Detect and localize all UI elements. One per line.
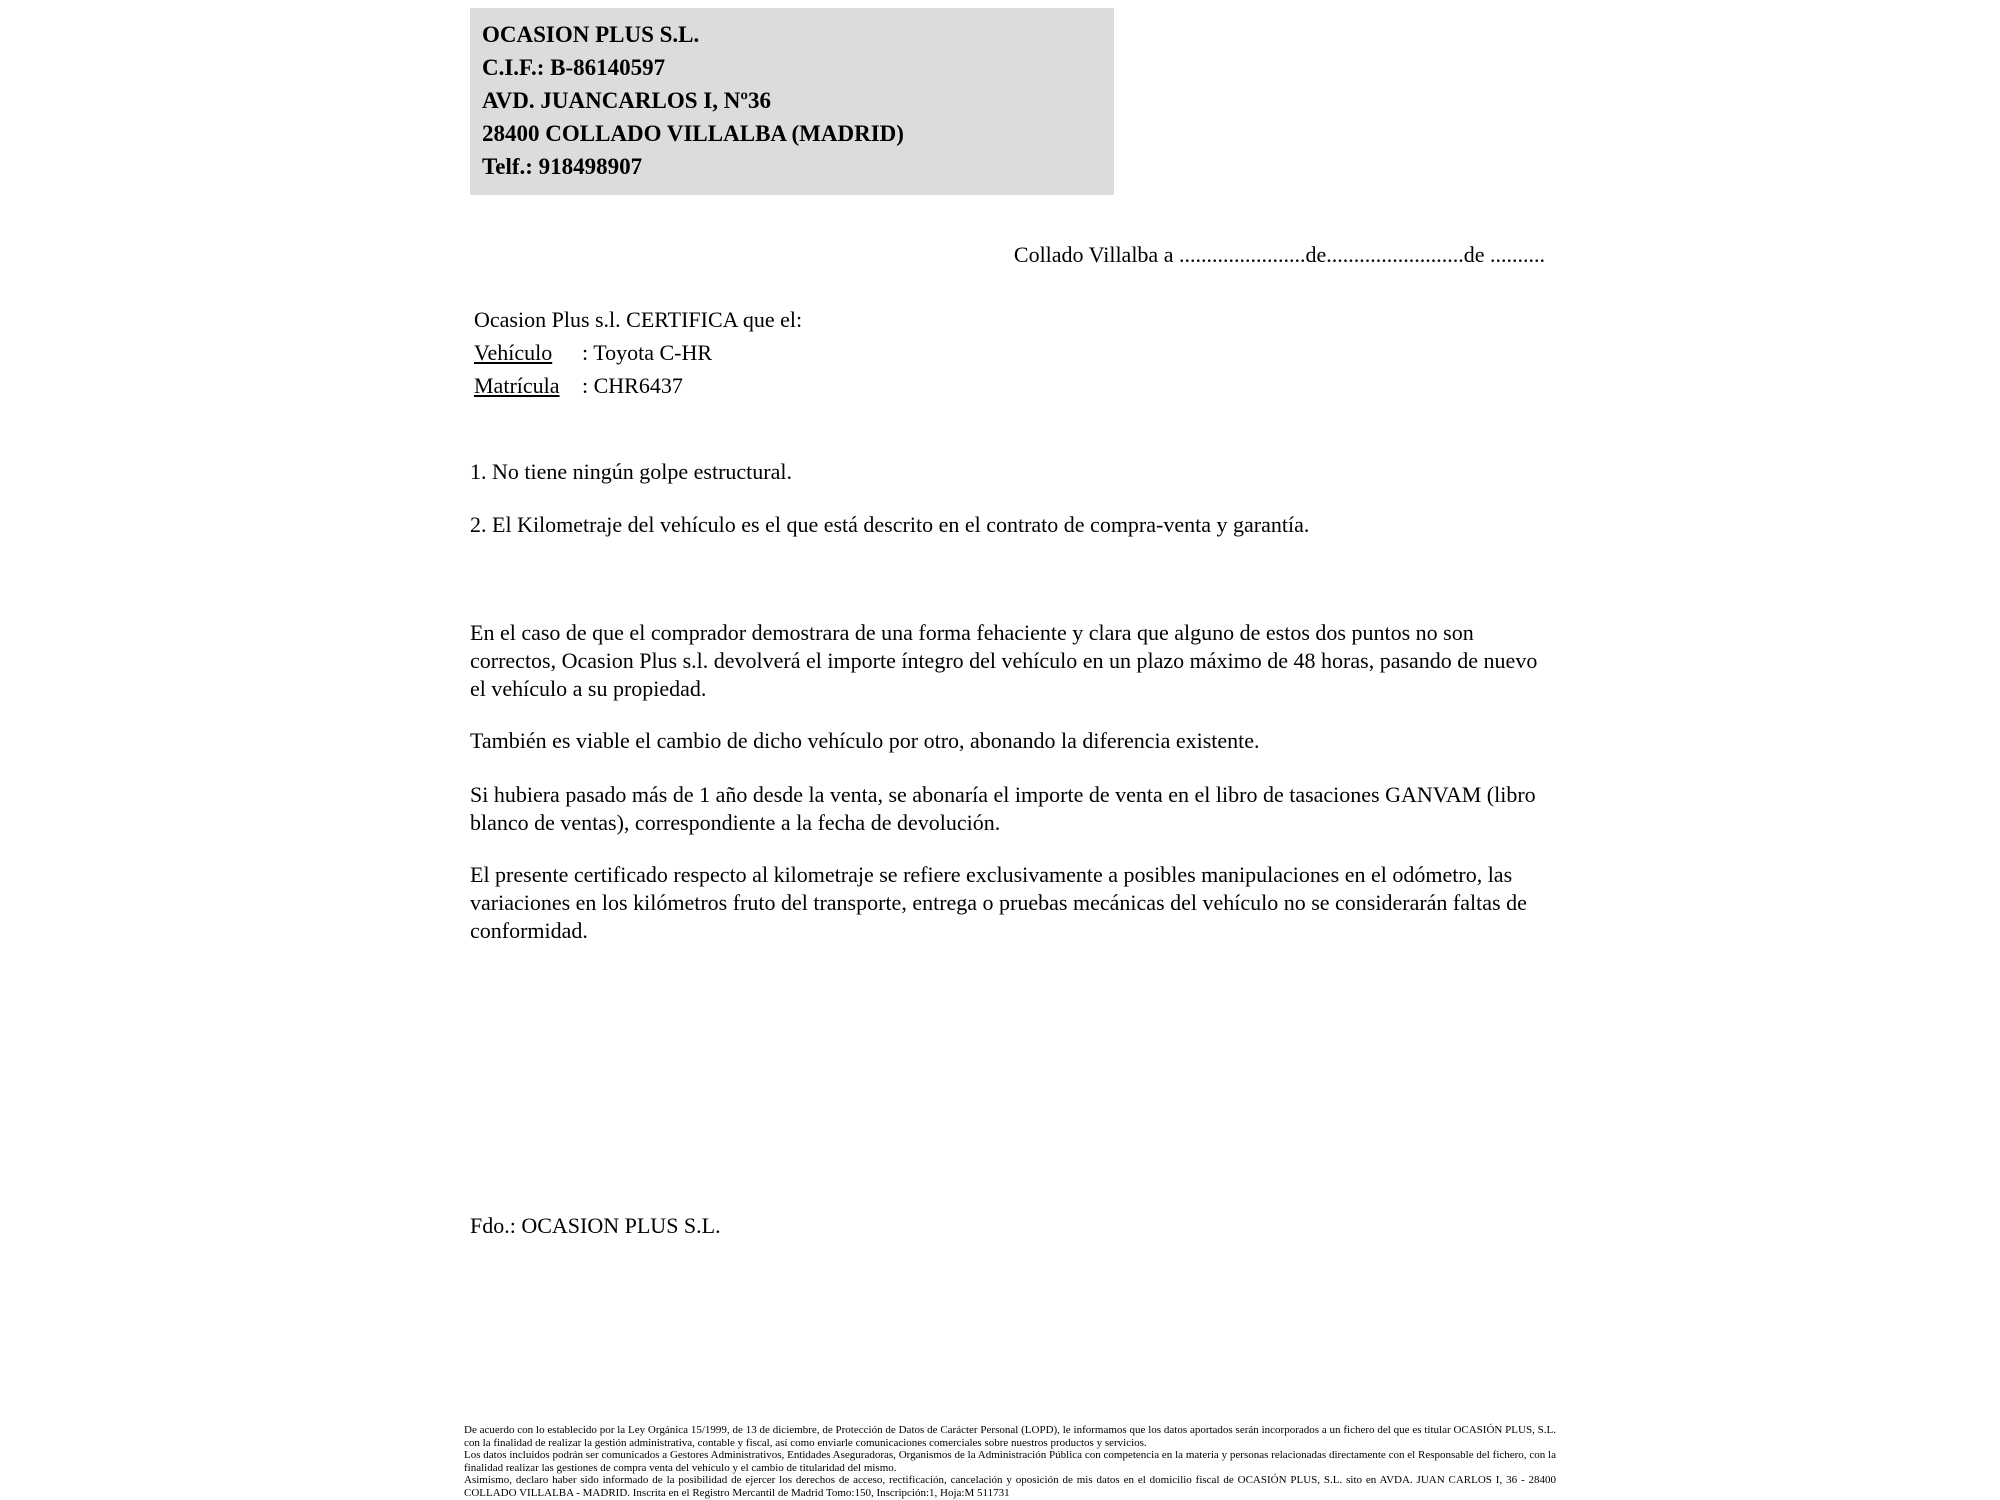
body-paragraph-exchange: También es viable el cambio de dicho vehículo por otro, abonando la diferencia existente.: [470, 728, 1260, 753]
certification-block: [474, 303, 802, 402]
company-name: OCASION PLUS S.L.: [482, 22, 700, 47]
plate-label-text: Matrícula: [474, 373, 560, 398]
body-paragraph-ganvam: Si hubiera pasado más de 1 año desde la venta, se abonaría el importe de venta en el libro de tasaciones GANVAM (libro blanco de ventas), correspondiente a la fecha de devolución.: [470, 782, 1536, 835]
plate-label: [474, 369, 582, 402]
company-header-block: [470, 8, 1114, 195]
plate-row: [474, 369, 802, 402]
company-cif: C.I.F.: B-86140597: [482, 55, 666, 80]
legal-paragraph-rights: Asimismo, declaro haber sido informado de la posibilidad de ejercer los derechos de acceso, rectificación, cancelación y oposición de mis datos en el domicilio fiscal de OCASIÓN PLUS, S.L. sito en AVDA. JUAN CARLOS I, 36 - 28400 COLLADO VILLALBA - MADRID. Inscrita en el Registro Mercantil de Madrid Tomo:150, Inscripción:1, Hoja:M 511731: [464, 1474, 1556, 1499]
legal-paragraph-lopd: De acuerdo con lo establecido por la Ley Orgánica 15/1999, de 13 de diciembre, de Protección de Datos de Carácter Personal (LOPD), le informamos que los datos aportados serán incorporados a un fichero del que es titular OCASIÓN PLUS, S.L. con la finalidad de realizar la gestión administrativa, contable y fiscal, así como enviarle comunicaciones comerciales sobre nuestros productos y servicios.: [464, 1424, 1556, 1449]
company-city: 28400 COLLADO VILLALBA (MADRID): [482, 121, 904, 146]
vehicle-row: [474, 336, 802, 369]
signature-line: Fdo.: OCASION PLUS S.L.: [470, 1213, 721, 1238]
legal-footer: [464, 1424, 1556, 1499]
body-paragraph-refund: En el caso de que el comprador demostrara de una forma fehaciente y clara que alguno de estos dos puntos no son correctos, Ocasion Plus s.l. devolverá el importe íntegro del vehículo en un plazo máximo de 48 horas, pasando de nuevo el vehículo a su propiedad.: [470, 620, 1538, 701]
date-line: Collado Villalba a .......................de.........................de ..........: [1013, 242, 1545, 267]
plate-value: : CHR6437: [582, 373, 683, 398]
certified-point-2: 2. El Kilometraje del vehículo es el que está descrito en el contrato de compra-venta y garantía.: [470, 512, 1310, 537]
vehicle-label-text: Vehículo: [474, 340, 553, 365]
vehicle-value: : Toyota C-HR: [582, 340, 713, 365]
certified-point-1: 1. No tiene ningún golpe estructural.: [470, 459, 792, 484]
company-phone: Telf.: 918498907: [482, 154, 643, 179]
body-paragraph-odometer: El presente certificado respecto al kilometraje se refiere exclusivamente a posibles manipulaciones en el odómetro, las variaciones en los kilómetros fruto del transporte, entrega o pruebas mecánicas del vehículo no se considerarán faltas de conformidad.: [470, 862, 1527, 943]
vehicle-label: [474, 336, 582, 369]
company-address: AVD. JUANCARLOS I, Nº36: [482, 88, 771, 113]
certify-intro: Ocasion Plus s.l. CERTIFICA que el:: [474, 307, 803, 332]
legal-paragraph-data-sharing: Los datos incluidos podrán ser comunicados a Gestores Administrativos, Entidades Aseguradoras, Organismos de la Administración Pública con competencia en la materia y personas relacionadas directamente con el Responsable del fichero, con la finalidad realizar las gestiones de compra venta del vehículo y el cambio de titularidad del mismo.: [464, 1449, 1556, 1474]
